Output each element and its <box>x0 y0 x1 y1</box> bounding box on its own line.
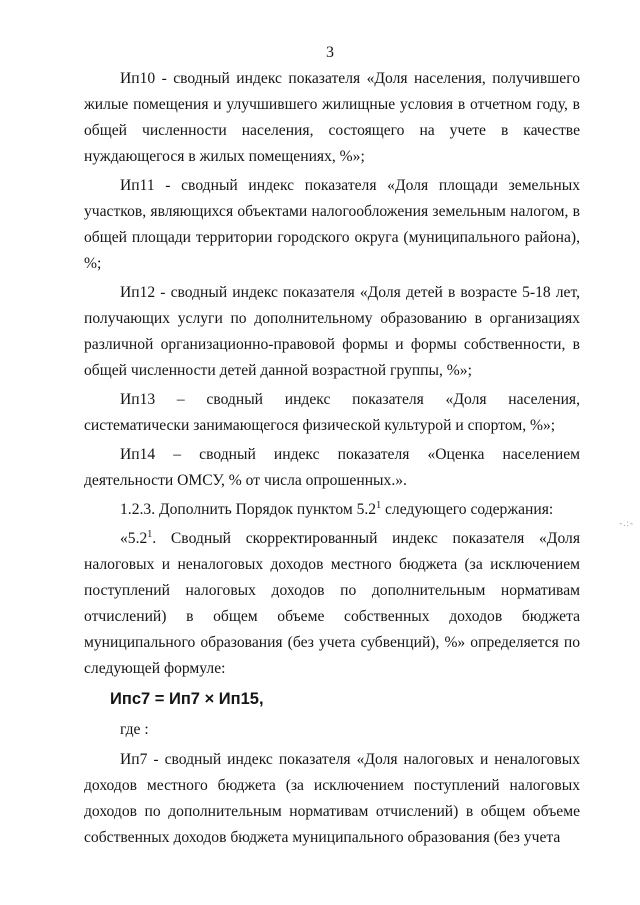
item-5-2-text-after: . Сводный скорректированный индекс показателя «Доля налоговых и неналоговых доходов местного бюджета (за исключением поступлений налоговых доходов по дополнительным нормативам отчислений) в общем объеме собственных доходов бюджета муниципального образования (без учета субвенций), %» определяется по следующей формуле: <box>84 530 580 677</box>
item-5-2-superscript: 1 <box>147 528 153 540</box>
item-1-2-3-text-after: следующего содержания: <box>381 501 554 518</box>
paragraph-ip12: Ип12 - сводный индекс показателя «Доля детей в возрасте 5-18 лет, получающих услуги по дополнительному образованию в организациях различной организационно-правовой формы и формы собственности, в общей численности детей данной возрастной группы, %»; <box>84 284 580 379</box>
paragraph-item-5-2 <box>84 526 580 682</box>
page-number: 3 <box>326 44 334 61</box>
formula: Ипс7 = Ип7 × Ип15, <box>110 690 264 708</box>
item-5-2-text-before: «5.2 <box>120 530 148 547</box>
item-1-2-3-text-before: 1.2.3. Дополнить Порядок пунктом 5.2 <box>120 501 377 518</box>
paragraph-item-1-2-3 <box>84 497 580 523</box>
paragraph-ip7: Ип7 - сводный индекс показателя «Доля налоговых и неналоговых доходов местного бюджета (за исключением поступлений налоговых доходов по дополнительным нормативам отчислений) в общем объеме собственных доходов бюджета муниципального образования (без учета <box>84 751 580 846</box>
paragraph-ip14: Ип14 – сводный индекс показателя «Оценка населением деятельности ОМСУ, % от числа опрошенных.». <box>84 446 580 489</box>
paragraph-ip11: Ип11 - сводный индекс показателя «Доля площади земельных участков, являющихся объектами налогообложения земельным налогом, в общей площади территории городского округа (муниципального района), %; <box>84 177 580 272</box>
paragraph-ip10: Ип10 - сводный индекс показателя «Доля населения, получившего жилые помещения и улучшившего жилищные условия в отчетном году, в общей численности населения, состоящего на учете в качестве нуждающегося в жилых помещениях, %»; <box>84 70 580 165</box>
where-label: где : <box>120 721 149 738</box>
paragraph-ip13: Ип13 – сводный индекс показателя «Доля населения, систематически занимающегося физической культурой и спортом, %»; <box>84 391 580 434</box>
item-1-2-3-superscript: 1 <box>376 499 382 511</box>
document-body <box>84 66 580 854</box>
scan-edge-mark: -.:- <box>619 518 634 528</box>
